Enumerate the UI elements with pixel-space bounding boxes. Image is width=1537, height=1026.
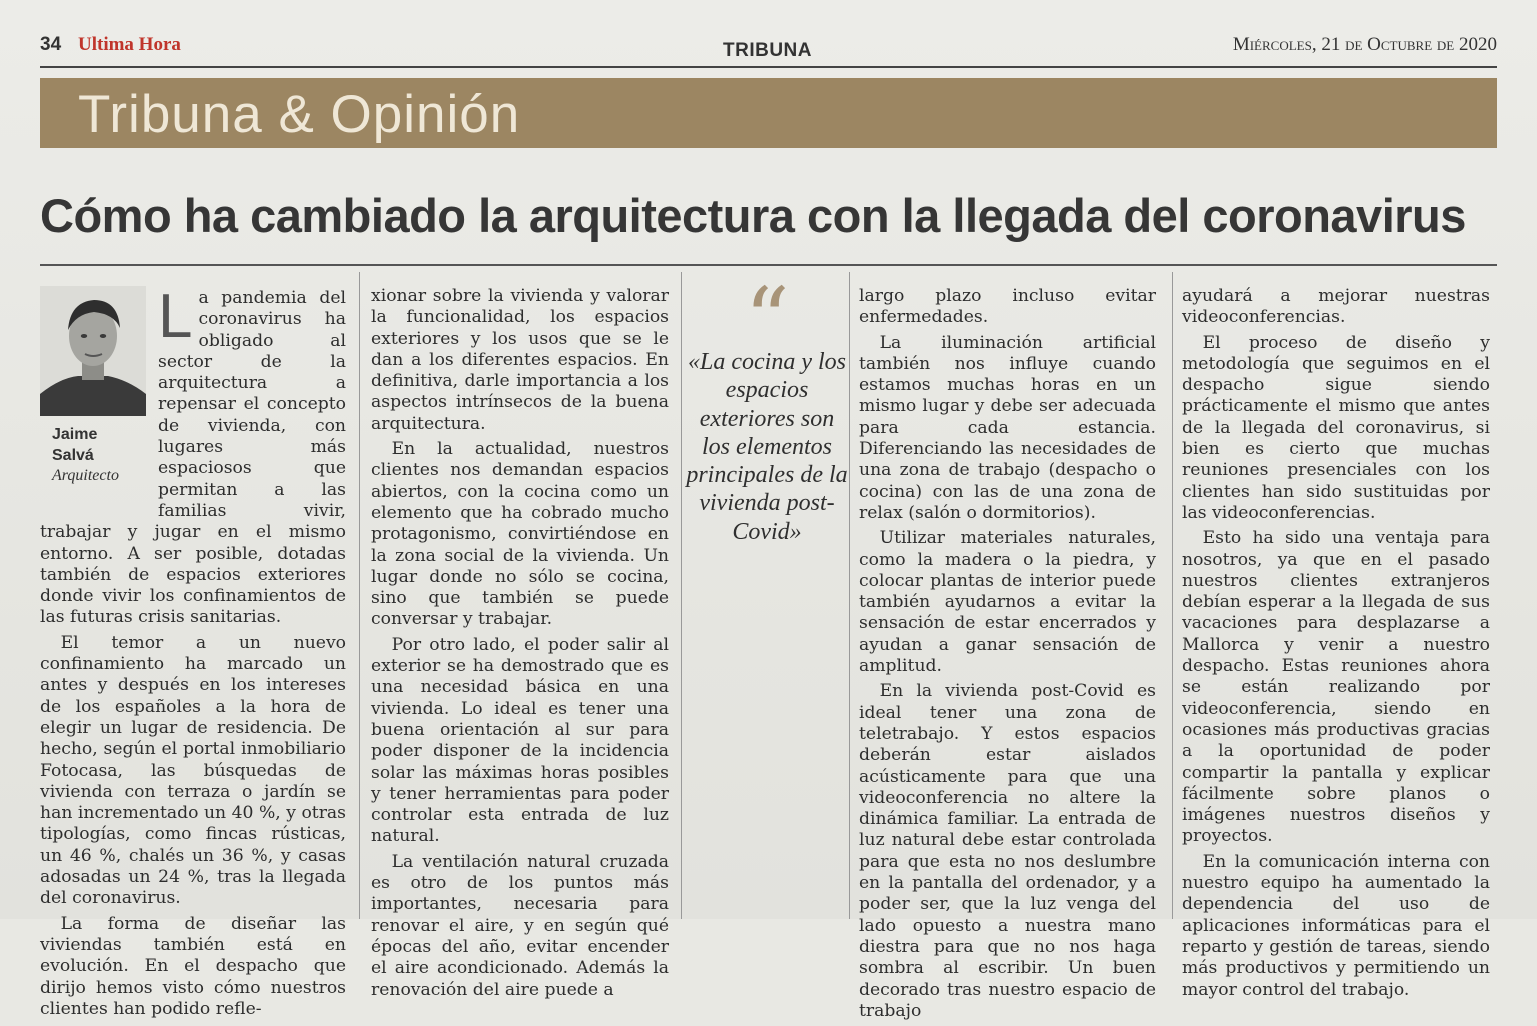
section-banner-title: Tribuna & Opinión [78, 85, 521, 144]
author-last-name: Salvá [52, 447, 94, 464]
paragraph: Por otro lado, el poder salir al exterior se ha demostrado que es una necesidad básica en una vivienda. Lo ideal es tener una buena orientación al sur para poder disponer de la incidencia solar las máximas horas posibles y tener herramientas para poder controlar esta entrada de luz natural. [371, 634, 669, 847]
paragraph: En la comunicación interna con nuestro equipo ha aumentado la dependencia del uso de aplicaciones informáticas para el reparto y gestión de tareas, siendo más productivos y permitiendo un mayor control del trabajo. [1182, 851, 1490, 1000]
page-number: 34 [40, 34, 62, 55]
paragraph: La iluminación artificial también nos influye cuando estamos muchas horas en un mismo lugar y debe ser adecuada para cada estancia. Diferenciando las necesidades de una zona de trabajo (despacho o cocina) con las de una zona de relax (salón o dormitorios). [859, 332, 1156, 523]
pull-quote [684, 268, 850, 546]
section-name: TRIBUNA [723, 40, 812, 61]
paragraph: La forma de diseñar las viviendas también está en evolución. En el despacho que dirijo hemos visto cómo nuestros clientes han podido refle- [40, 913, 346, 1019]
paragraph: La pandemia del coronavirus ha obligado al sector de la arquitectura a repensar el concepto de vivienda, con lugares más espaciosos que permitan a las familias vivir, trabajar y jugar en el mismo entorno. A ser posible, dotadas también de espacios exteriores donde vivir los confinamientos de las futuras crisis sanitarias. [40, 282, 346, 628]
quote-mark-icon: “ [744, 268, 790, 371]
paragraph: El temor a un nuevo confinamiento ha marcado un antes y después en los intereses de los españoles a la hora de elegir un lugar de residencia. De hecho, según el portal inmobiliario Fotocasa, las búsquedas de vivienda con terraza o jardín se han incrementado un 40 %, y otras tipologías, como fincas rústicas, un 46 %, chalés un 36 %, y casas adosadas un 24 %, tras la llegada del coronavirus. [40, 632, 346, 909]
paragraph: ayudará a mejorar nuestras videoconferencias. [1182, 286, 1490, 328]
article-headline: Cómo ha cambiado la arquitectura con la llegada del coronavirus [40, 189, 1466, 242]
column-divider [359, 272, 360, 919]
newspaper-name: Ultima Hora [78, 34, 181, 55]
author-role: Arquitecto [52, 467, 119, 484]
headline-divider [40, 264, 1497, 266]
paragraph: El proceso de diseño y metodología que seguimos en el despacho sigue siendo prácticamente el mismo que antes de la llegada del coronavirus, si bien es cierto que muchas reuniones presenciales con los clientes han sido sustituidas por las videoconferencias. [1182, 332, 1490, 523]
section-banner [40, 78, 1497, 148]
pull-quote-text: «La cocina y los espacios exteriores son los elementos principales de la vivienda post-Covid» [686, 349, 848, 545]
paragraph: largo plazo incluso evitar enfermedades. [859, 286, 1156, 328]
paragraph: En la vivienda post-Covid es ideal tener una zona de teletrabajo. Y estos espacios deberán estar aislados acústicamente para que una videoconferencia no altere la dinámica familiar. La entrada de luz natural debe estar controlada para que esta no nos deslumbre en la pantalla del ordenador, y a poder ser, que la luz venga del lado opuesto a nuestra mano diestra para que no nos haga sombra al escribir. Un buen decorado tras nuestro espacio de trabajo [859, 681, 1156, 1021]
column-divider [1172, 272, 1173, 919]
drop-cap: L [158, 282, 193, 351]
page-folio [40, 34, 1497, 64]
author-first-name: Jaime [52, 426, 98, 443]
column-divider [681, 272, 682, 919]
article-column-1 [40, 282, 346, 1024]
article-column-4 [1182, 286, 1490, 1005]
paragraph: En la actualidad, nuestros clientes nos demandan espacios abiertos, con la cocina como un elemento que ha cobrado mucho protagonismo, convirtiéndose en la zona social de la vivienda. Un lugar donde no sólo se cocina, sino que también se puede conversar y trabajar. [371, 439, 669, 630]
paragraph: La ventilación natural cruzada es otro de los puntos más importantes, necesaria para renovar el aire, y en según qué épocas del año, evitar encender el aire acondicionado. Además la renovación del aire puede a [371, 851, 669, 1000]
article-column-3 [859, 286, 1156, 1026]
paragraph: xionar sobre la vivienda y valorar la funcionalidad, los espacios exteriores y los usos que se le dan a los diferentes espacios. En definitiva, darle importancia a los aspectos intrínsecos de la buena arquitectura. [371, 286, 669, 434]
folio-divider [40, 66, 1497, 68]
issue-date: Miércoles, 21 de Octubre de 2020 [1232, 34, 1497, 55]
paragraph: Utilizar materiales naturales, como la madera o la piedra, y colocar plantas de interior puede también ayudarnos a evitar la sensación de estar encerrados y ayudan a ganar sensación de amplitud. [859, 528, 1156, 677]
article-column-2 [371, 286, 669, 1005]
paragraph: Esto ha sido una ventaja para nosotros, ya que en el pasado nuestros clientes extranjeros debían esperar a la llegada de sus vacaciones para desplazarse a Mallorca y venir a nuestro despacho. Estas reuniones ahora se están realizando por videoconferencia, siendo en ocasiones más productivas gracias a la oportunidad de poder compartir la pantalla y explicar fácilmente sobre planos o imágenes nuestros diseños y proyectos. [1182, 528, 1490, 847]
